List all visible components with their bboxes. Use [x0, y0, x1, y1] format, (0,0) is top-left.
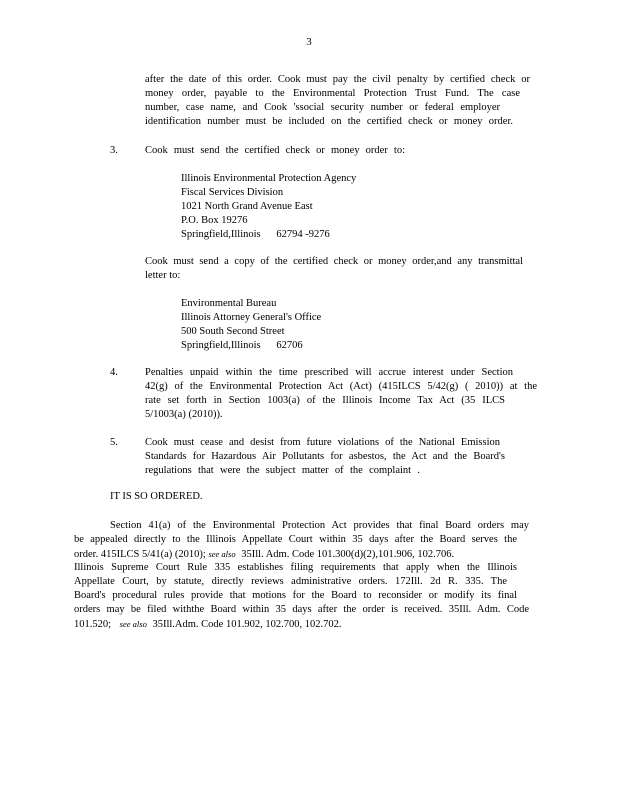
address-line: 1021 North Grand Avenue East	[181, 201, 313, 212]
item-5-number: 5.	[110, 437, 118, 448]
item-4-line: rate set forth in Section 1003(a) of the Illinois Income Tax Act (35 ILCS	[145, 395, 505, 406]
address-block-epa	[181, 172, 356, 242]
copy-text-line: Cook must send a copy of the certified check or money order,and any transmittal	[145, 256, 523, 267]
citation-text: 35Ill.Adm. Code 101.902, 102.700, 102.702.	[152, 619, 342, 630]
address-line: P.O. Box 19276	[181, 215, 248, 226]
address-line: Environmental Bureau	[181, 298, 277, 309]
item-5-line: Standards for Hazardous Air Pollutants for asbestos, the Act and the Board's	[145, 451, 505, 462]
final-para-line: be appealed directly to the Illinois Appellate Court within 35 days after the Board serves the	[74, 534, 517, 545]
citation-text: 101.520;	[74, 619, 112, 630]
address-line: Fiscal Services Division	[181, 187, 284, 198]
final-para-line: Board's procedural rules provide that motions for the Board to reconsider or modify its final	[74, 590, 517, 601]
copy-text-line: letter to:	[145, 270, 181, 281]
item-4-line: 5/1003(a) (2010)).	[145, 409, 223, 420]
citation-text: order. 415ILCS 5/41(a) (2010);	[74, 549, 206, 560]
item-5-line: regulations that were the subject matter of the complaint .	[145, 465, 420, 476]
item-4-number: 4.	[110, 367, 118, 378]
para-continued-line: after the date of this order. Cook must pay the civil penalty by certified check or	[145, 74, 530, 85]
address-line: Springfield,Illinois 62794 -9276	[181, 229, 330, 240]
so-ordered: IT IS SO ORDERED.	[110, 491, 203, 502]
final-para-line: Section 41(a) of the Environmental Protection Act provides that final Board orders may	[110, 520, 529, 531]
para-continued-line: number, case name, and Cook 'ssocial security number or federal employer	[145, 102, 500, 113]
item-3-text: Cook must send the certified check or money order to:	[145, 145, 405, 156]
see-also-signal: see also	[119, 619, 147, 629]
address-line: Springfield,Illinois 62706	[181, 340, 303, 351]
item-4-line: 42(g) of the Environmental Protection Act (Act) (415ILCS 5/42(g) ( 2010)) at the	[145, 381, 537, 392]
address-line: 500 South Second Street	[181, 326, 285, 337]
item-3-number: 3.	[110, 145, 118, 156]
page-number: 3	[306, 36, 312, 48]
item-5-line: Cook must cease and desist from future violations of the National Emission	[145, 437, 500, 448]
item-4-line: Penalties unpaid within the time prescribed will accrue interest under Section	[145, 367, 513, 378]
final-para-line: Illinois Supreme Court Rule 335 establishes filing requirements that apply when the Illinois	[74, 562, 517, 573]
final-para-line	[74, 617, 341, 632]
address-line: Illinois Environmental Protection Agency	[181, 173, 357, 184]
final-para-line: Appellate Court, by statute, directly reviews administrative orders. 172Ill. 2d R. 335. The	[74, 576, 507, 587]
final-para-line: orders may be filed withthe Board within 35 days after the order is received. 35Ill. Adm. Code	[74, 604, 529, 615]
citation-text: 35Ill. Adm. Code 101.300(d)(2),101.906, 102.706.	[241, 549, 455, 560]
address-block-ag	[181, 297, 321, 353]
final-para-line	[74, 547, 454, 562]
para-continued-line: identification number must be included on the certified check or money order.	[145, 116, 513, 127]
see-also-signal: see also	[208, 549, 236, 559]
address-line: Illinois Attorney General's Office	[181, 312, 322, 323]
para-continued-line: money order, payable to the Environmental Protection Trust Fund. The case	[145, 88, 520, 99]
